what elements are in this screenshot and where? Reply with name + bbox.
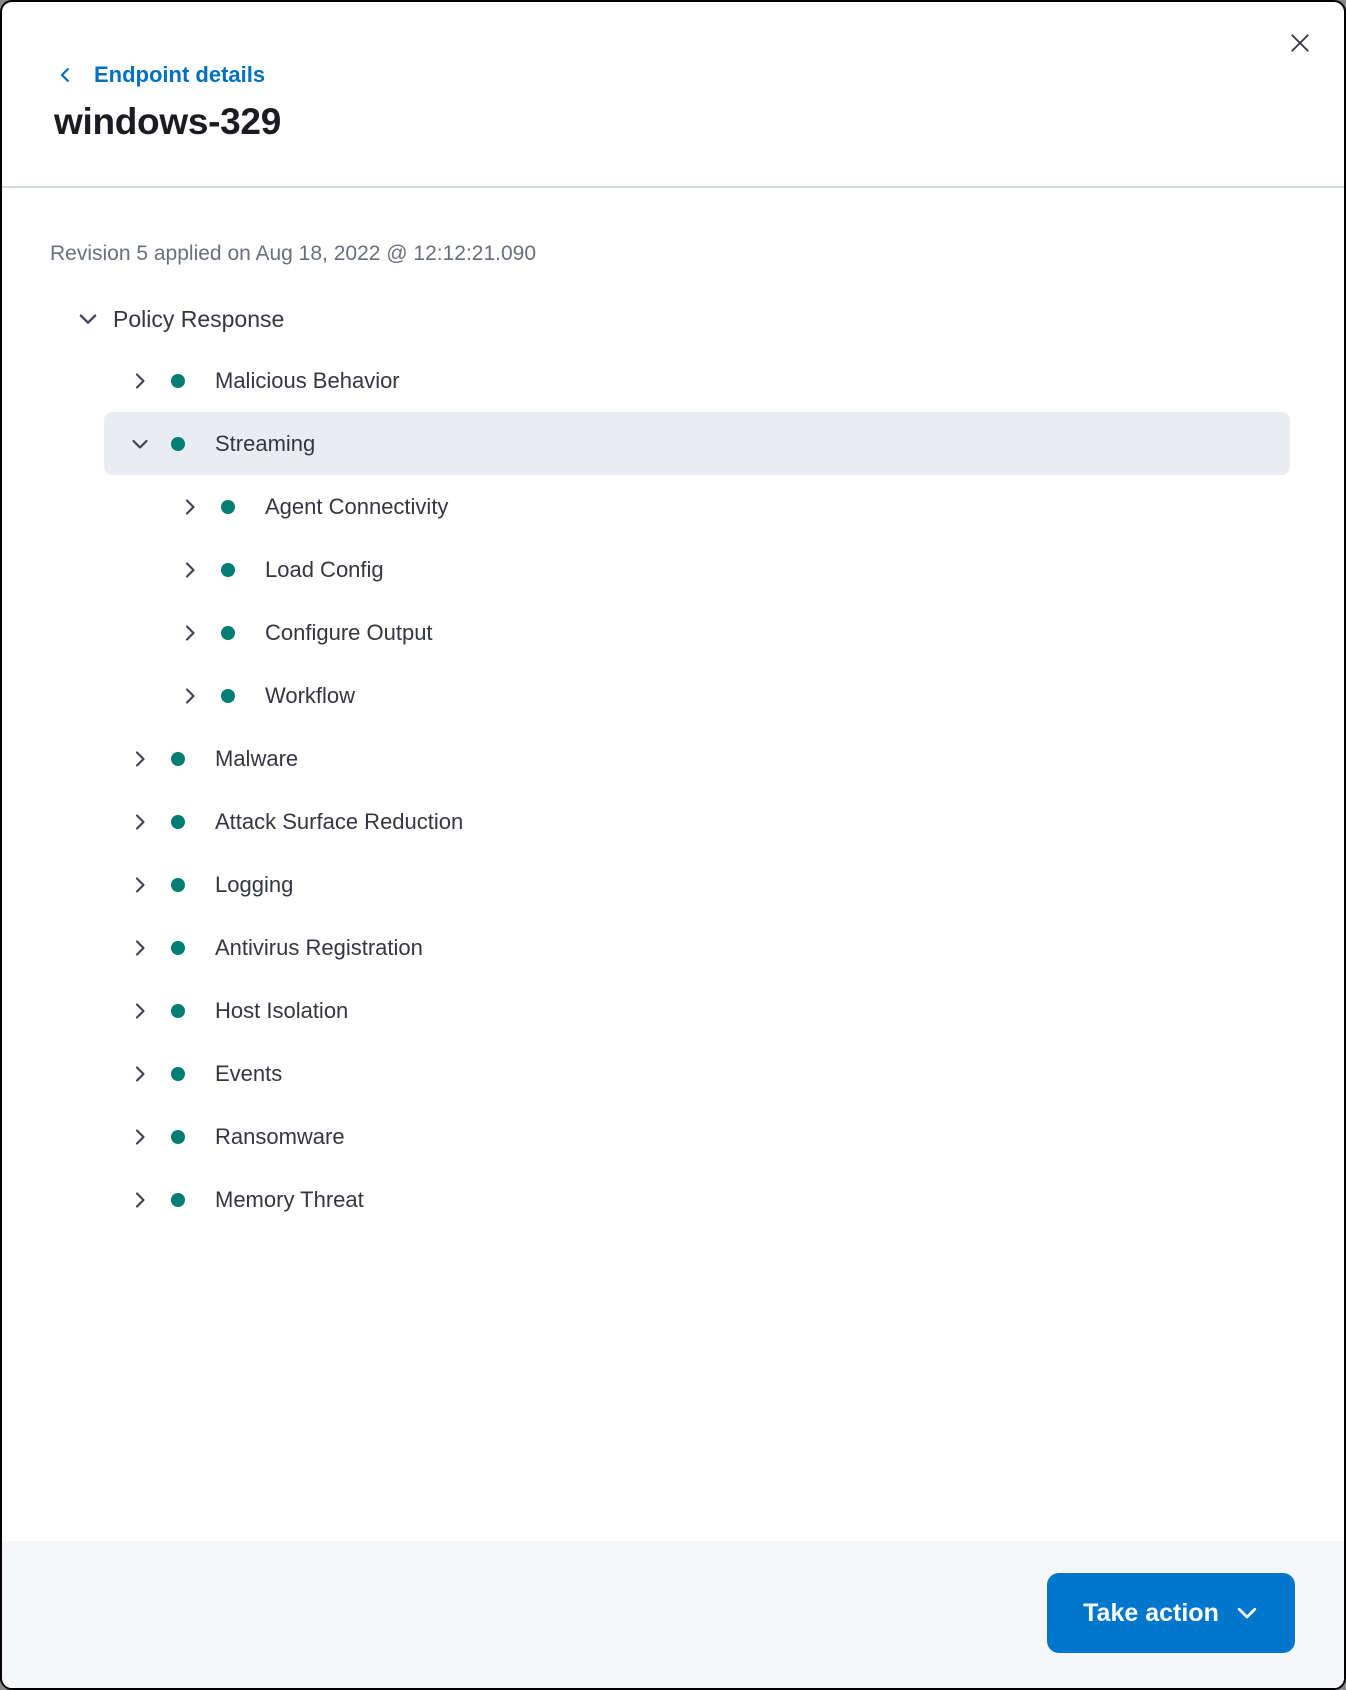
status-dot	[171, 1004, 185, 1018]
header-divider	[2, 186, 1344, 188]
tree-node-agent-connectivity[interactable]	[104, 475, 1290, 538]
chevron-right-icon	[129, 1126, 151, 1148]
status-dot	[171, 815, 185, 829]
tree-node-label: Ransomware	[215, 1123, 345, 1149]
tree-node-streaming[interactable]	[104, 412, 1290, 475]
chevron-down-icon	[129, 433, 151, 455]
status-dot	[221, 563, 235, 577]
chevron-right-icon	[129, 937, 151, 959]
take-action-button[interactable]	[1047, 1573, 1295, 1653]
tree-node-workflow[interactable]	[104, 664, 1290, 727]
tree-node-host-isolation[interactable]	[104, 979, 1290, 1042]
take-action-label: Take action	[1083, 1598, 1219, 1627]
flyout-header	[2, 2, 1344, 186]
tree-node-memory-threat[interactable]	[104, 1168, 1290, 1231]
chevron-right-icon	[129, 370, 151, 392]
flyout-body	[2, 240, 1344, 1231]
tree-rows	[104, 349, 1290, 1231]
tree-node-label: Events	[215, 1060, 283, 1086]
status-dot	[171, 1193, 185, 1207]
chevron-right-icon	[129, 874, 151, 896]
status-dot	[171, 941, 185, 955]
chevron-down-icon	[77, 308, 99, 330]
chevron-right-icon	[129, 811, 151, 833]
tree-node-antivirus-registration[interactable]	[104, 916, 1290, 979]
tree-node-label: Configure Output	[265, 619, 433, 645]
chevron-right-icon	[179, 496, 201, 518]
back-link[interactable]	[56, 60, 265, 90]
tree-node-ransomware[interactable]	[104, 1105, 1290, 1168]
chevron-right-icon	[129, 1189, 151, 1211]
tree-node-label: Workflow	[265, 682, 356, 708]
status-dot	[171, 878, 185, 892]
chevron-right-icon	[179, 622, 201, 644]
status-dot	[171, 374, 185, 388]
policy-response-tree	[50, 297, 1296, 1231]
tree-node-events[interactable]	[104, 1042, 1290, 1105]
tree-node-label: Malware	[215, 745, 299, 771]
tree-node-label: Antivirus Registration	[215, 934, 423, 960]
flyout-footer	[2, 1541, 1344, 1688]
page-title: windows-329	[54, 101, 281, 142]
chevron-right-icon	[129, 748, 151, 770]
tree-node-label: Logging	[215, 871, 294, 897]
revision-text: Revision 5 applied on Aug 18, 2022 @ 12:12:21.090	[50, 242, 537, 265]
tree-node-label: Attack Surface Reduction	[215, 808, 464, 834]
tree-node-label: Load Config	[265, 556, 384, 582]
tree-node-configure-output[interactable]	[104, 601, 1290, 664]
chevron-right-icon	[129, 1063, 151, 1085]
tree-node-logging[interactable]	[104, 853, 1290, 916]
chevron-right-icon	[129, 1000, 151, 1022]
tree-node-label: Streaming	[215, 430, 316, 456]
chevron-left-icon	[56, 63, 74, 87]
back-link-label: Endpoint details	[94, 62, 266, 87]
chevron-down-icon	[1235, 1601, 1259, 1625]
status-dot	[221, 689, 235, 703]
tree-node-label: Malicious Behavior	[215, 367, 400, 393]
status-dot	[171, 752, 185, 766]
tree-node-policy-response[interactable]	[50, 297, 1296, 341]
tree-node-load-config[interactable]	[104, 538, 1290, 601]
chevron-right-icon	[179, 685, 201, 707]
tree-root-label: Policy Response	[113, 305, 285, 332]
tree-node-malicious-behavior[interactable]	[104, 349, 1290, 412]
status-dot	[221, 500, 235, 514]
tree-node-malware[interactable]	[104, 727, 1290, 790]
status-dot	[171, 437, 185, 451]
tree-node-attack-surface-reduction[interactable]	[104, 790, 1290, 853]
status-dot	[171, 1130, 185, 1144]
status-dot	[171, 1067, 185, 1081]
tree-node-label: Memory Threat	[215, 1186, 364, 1212]
status-dot	[221, 626, 235, 640]
chevron-right-icon	[179, 559, 201, 581]
tree-node-label: Agent Connectivity	[265, 493, 449, 519]
tree-node-label: Host Isolation	[215, 997, 349, 1023]
